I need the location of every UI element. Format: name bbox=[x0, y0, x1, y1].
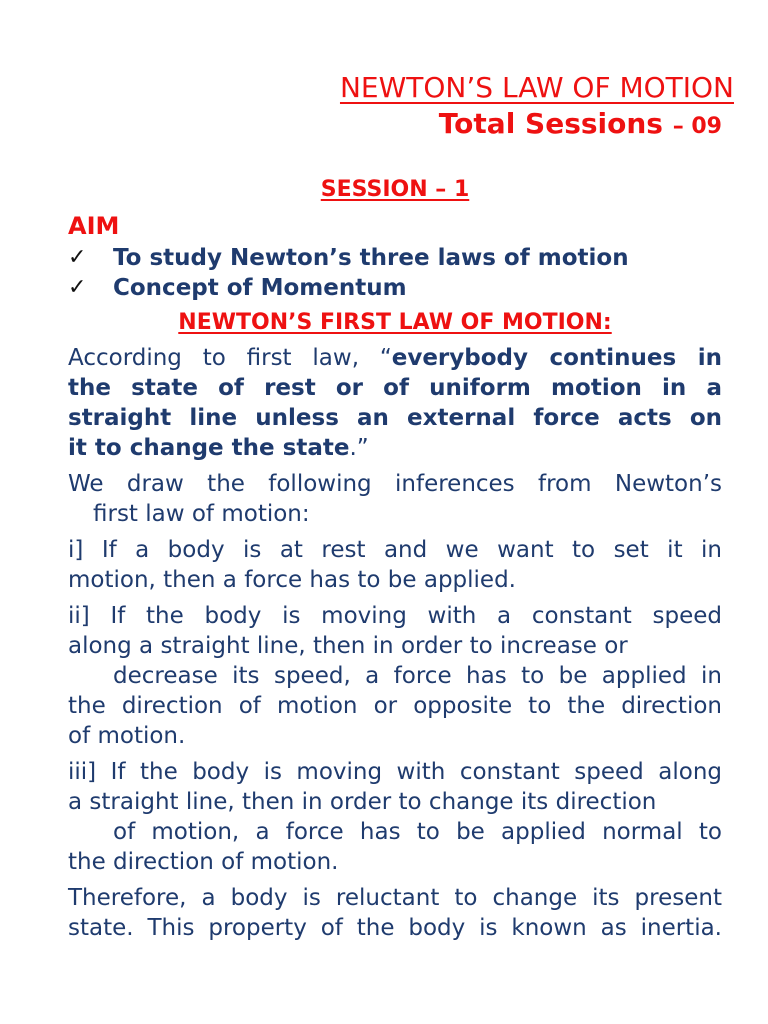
inference-ii: ii] If the body is moving with a constant speed along a straight line, then in order to increase or decrease its speed, a force has to be applied in the direction of motion or opposite to the direction of motion. bbox=[68, 603, 722, 749]
checkmark-icon: ✓ bbox=[68, 275, 87, 300]
inertia-conclusion: Therefore, a body is reluctant to change its present state. This property of the body is known as inertia. bbox=[68, 885, 722, 941]
aim-list bbox=[68, 243, 722, 303]
session-heading: SESSION – 1 bbox=[320, 177, 470, 202]
checkmark-icon: ✓ bbox=[68, 245, 87, 270]
aim-item: ✓ Concept of Momentum bbox=[68, 275, 407, 301]
first-law-statement: According to first law, “everybody continues in the state of rest or of uniform motion in a straight line unless an external force acts on it to change the state.” bbox=[68, 345, 722, 461]
document-title: NEWTON’S LAW OF MOTION bbox=[339, 71, 734, 104]
total-sessions: Total Sessions – 09 bbox=[438, 107, 722, 140]
aim-heading: AIM bbox=[68, 212, 120, 240]
inference-i: i] If a body is at rest and we want to set it in motion, then a force has to be applied. bbox=[68, 537, 722, 593]
document-page bbox=[68, 70, 734, 943]
aim-item: ✓ To study Newton’s three laws of motion bbox=[68, 245, 629, 271]
inference-iii: iii] If the body is moving with constant speed along a straight line, then in order to change its direction of motion, a force has to be applied normal to the direction of motion. bbox=[68, 759, 722, 875]
first-law-heading: NEWTON’S FIRST LAW OF MOTION: bbox=[178, 310, 612, 335]
inference-intro: We draw the following inferences from Newton’s first law of motion: bbox=[68, 471, 722, 527]
